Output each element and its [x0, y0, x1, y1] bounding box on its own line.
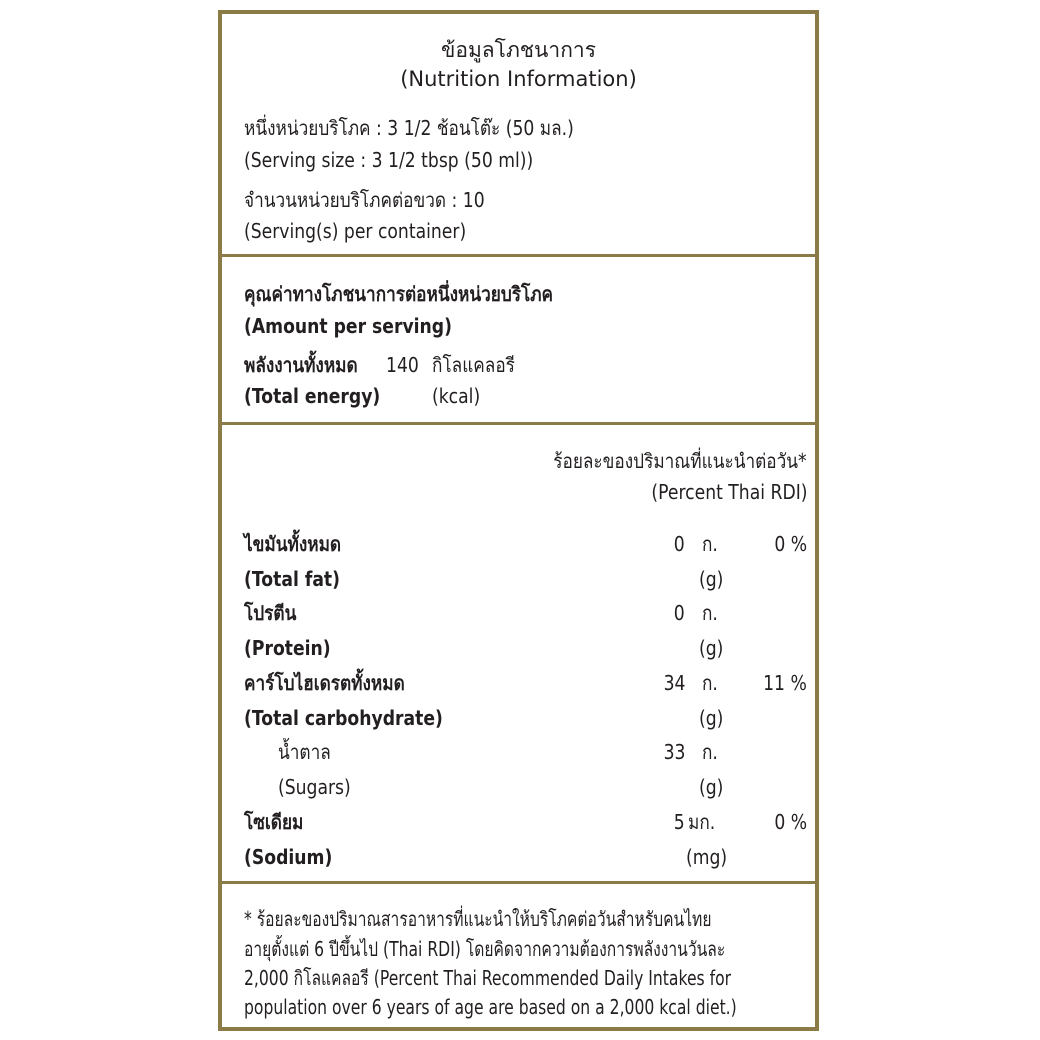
nutrient-label-thai: ไขมันทั้งหมด: [244, 532, 342, 556]
rdi-header-thai: ร้อยละของปริมาณที่แนะนำต่อวัน*: [553, 449, 807, 473]
nutrient-label-thai: น้ำตาล: [278, 740, 331, 764]
nutrient-unit-english: (mg): [686, 845, 728, 869]
nutrient-value: 0: [674, 601, 685, 625]
nutrient-label-thai: โปรตีน: [244, 601, 297, 625]
rdi-header-english: (Percent Thai RDI): [650, 480, 807, 504]
nutrient-label-english: (Protein): [244, 636, 331, 660]
amount-heading-thai: คุณค่าทางโภชนาการต่อหนึ่งหน่วยบริโภค: [244, 282, 554, 306]
footnote-line: 2,000 กิโลแคลอรี (Percent Thai Recommended Daily Intakes for: [244, 966, 732, 990]
nutrient-unit-english: (g): [699, 706, 724, 730]
nutrient-unit-english: (g): [699, 636, 724, 660]
nutrient-label-english: (Sodium): [244, 845, 333, 869]
nutrition-facts-panel: [218, 10, 819, 1031]
nutrient-label-thai: โซเดียม: [244, 810, 304, 834]
servings-per-container-thai: จำนวนหน่วยบริโภคต่อขวด : 10: [244, 188, 485, 212]
nutrient-unit-thai: มก.: [688, 810, 716, 834]
energy-label-english: (Total energy): [244, 384, 381, 408]
servings-per-container-english: (Serving(s) per container): [244, 219, 467, 243]
amount-heading-english: (Amount per serving): [244, 314, 452, 338]
energy-label-thai: พลังงานทั้งหมด: [244, 353, 358, 377]
section-divider: [222, 254, 815, 257]
nutrient-label-english: (Total carbohydrate): [244, 706, 443, 730]
footnote-line: * ร้อยละของปริมาณสารอาหารที่แนะนำให้บริโภคต่อวันสำหรับคนไทย: [244, 907, 712, 931]
nutrient-percent: 11 %: [763, 671, 807, 695]
nutrient-unit-english: (g): [699, 775, 724, 799]
title-english: (Nutrition Information): [400, 67, 637, 91]
nutrient-unit-thai: ก.: [702, 671, 718, 695]
nutrient-value: 5: [674, 810, 685, 834]
footnote-line: อายุตั้งแต่ 6 ปีขึ้นไป (Thai RDI) โดยคิดจากความต้องการพลังงานวันละ: [244, 937, 726, 961]
serving-size-thai: หนึ่งหน่วยบริโภค : 3 1/2 ช้อนโต๊ะ (50 มล.): [244, 116, 574, 140]
nutrient-value: 33: [663, 740, 685, 764]
nutrient-value: 0: [674, 532, 685, 556]
energy-value: 140: [386, 353, 419, 377]
energy-unit-english: (kcal): [432, 384, 481, 408]
nutrient-label-thai: คาร์โบไฮเดรตทั้งหมด: [244, 671, 405, 695]
nutrient-label-english: (Sugars): [278, 775, 351, 799]
nutrient-unit-thai: ก.: [702, 740, 718, 764]
title-thai: ข้อมูลโภชนาการ: [441, 38, 596, 62]
section-divider: [222, 881, 815, 884]
nutrient-percent: 0 %: [774, 532, 807, 556]
nutrient-label-english: (Total fat): [244, 567, 341, 591]
section-divider: [222, 422, 815, 425]
nutrient-unit-thai: ก.: [702, 601, 718, 625]
serving-size-english: (Serving size : 3 1/2 tbsp (50 ml)): [244, 148, 534, 172]
nutrient-percent: 0 %: [774, 810, 807, 834]
nutrient-unit-thai: ก.: [702, 532, 718, 556]
energy-unit-thai: กิโลแคลอรี: [432, 353, 515, 377]
nutrient-unit-english: (g): [699, 567, 724, 591]
footnote-line: population over 6 years of age are based on a 2,000 kcal diet.): [244, 995, 737, 1019]
nutrient-value: 34: [663, 671, 685, 695]
